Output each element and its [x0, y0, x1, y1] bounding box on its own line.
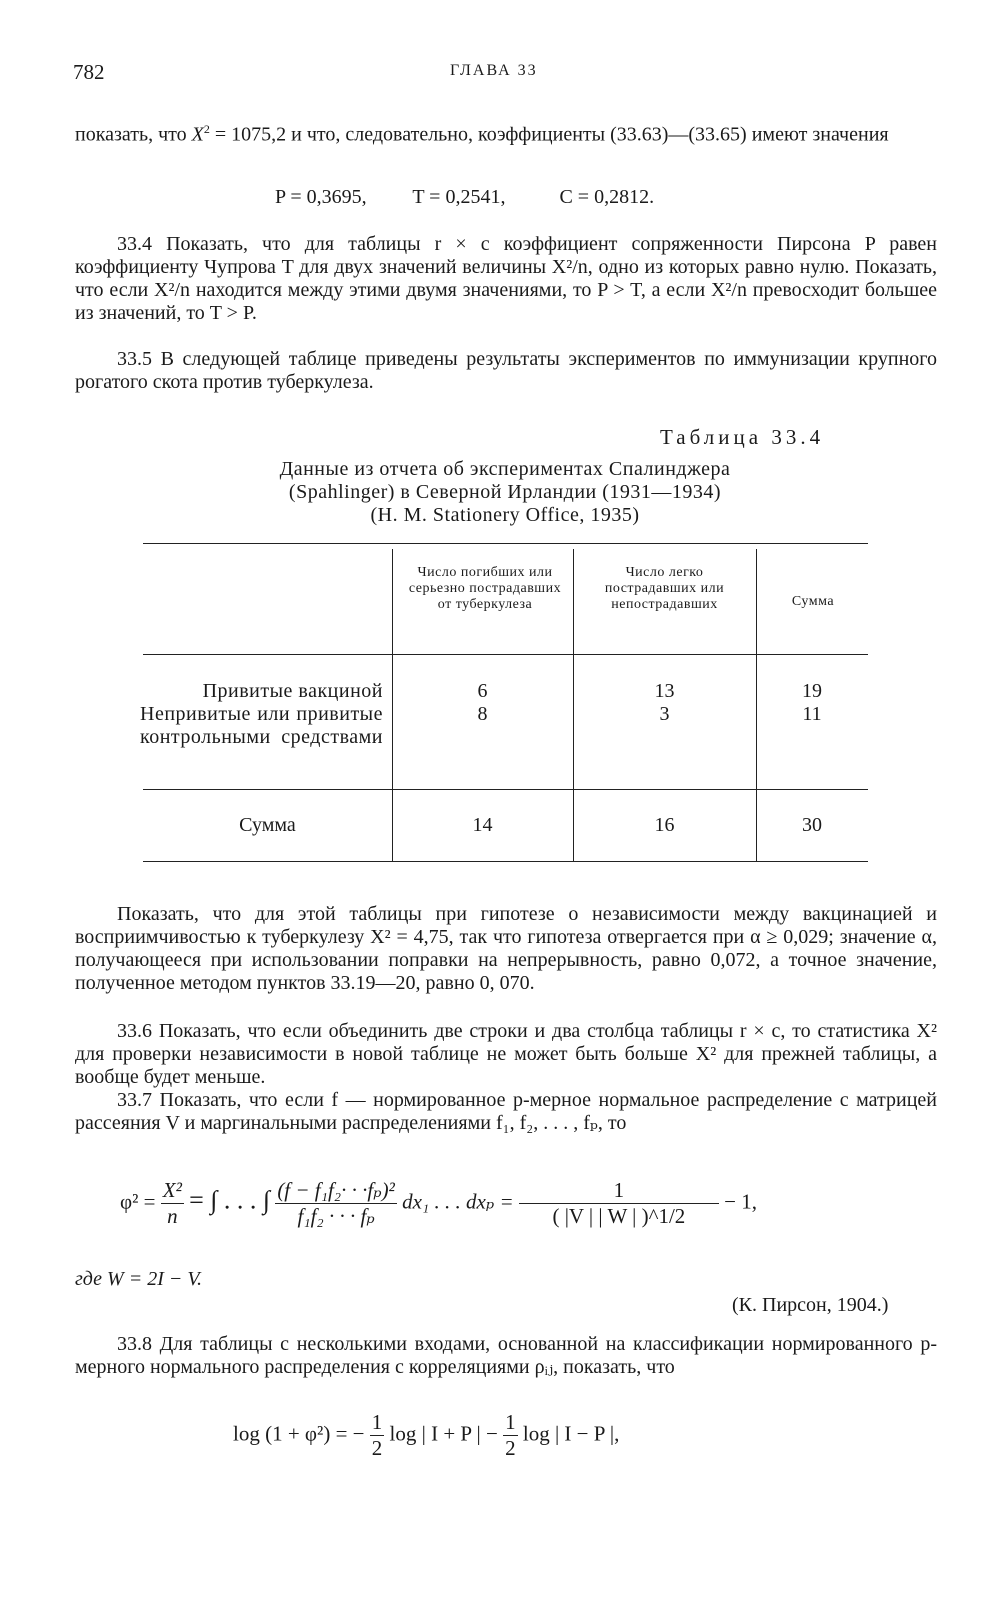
- table-total-label: Сумма: [239, 814, 296, 836]
- table-cell: 14: [472, 814, 493, 836]
- table-caption: Таблица 33.4: [660, 425, 825, 449]
- exercise-33-4: 33.4 Показать, что для таблицы r × c коэффициент сопряженности Пирсона P равен коэффициенту Чупрова T для двух значений величины X²/n, одно из которых равно нулю. Показать, что если X²/n находится между этими двумя значениями, то P > T, а если X²/n превосходит большее из значений, то T > P.: [75, 233, 937, 324]
- table-header-rule: [143, 654, 868, 655]
- eq-p: P = 0,3695,: [275, 186, 367, 208]
- table-cell: 8: [477, 703, 488, 725]
- table-col-header: Число легко пострадавших или непострадавших: [604, 565, 725, 612]
- eq-c: C = 0,2812.: [559, 186, 655, 208]
- formula-where: где W = 2I − V.: [75, 1268, 202, 1290]
- table-col-header: Сумма: [791, 594, 835, 609]
- exercise-33-5: 33.5 В следующей таблице приведены результаты экспериментов по иммунизации крупного рогатого скота против туберкулеза.: [75, 348, 937, 393]
- paragraph-after-table: Показать, что для этой таблицы при гипотезе о независимости между вакцинацией и восприимчивостью к туберкулезу X² = 4,75, так что гипотеза отвергается при α ≥ 0,029; значение α, получающееся при использовании поправки на непрерывность, равно 0,072, а точное значение, полученное методом пунктов 33.19—20, равно 0, 070.: [75, 903, 937, 994]
- table-cell: 13: [654, 680, 675, 702]
- formula-pearson: φ² = $\frac{\text{X²}}{n}$ = ∫ . . . ∫ $\frac{\text{(f − f₁f₂· · ·fₚ)²}}{\text{f₁f₂ · · · fₚ}}$ dx₁ . . . dxₚ = $\frac{1}{( |V | | W | )\^{}1/2}$ − 1,: [120, 1178, 757, 1228]
- table-bottom-rule: [143, 861, 868, 862]
- table-cell: 3: [659, 703, 670, 725]
- page-number: 782: [73, 60, 105, 84]
- exercise-33-8: 33.8 Для таблицы с несколькими входами, основанной на классификации нормированного p-мерного нормального распределения с корреляциями ρᵢⱼ, показать, что: [75, 1333, 937, 1378]
- table-cell: 30: [802, 814, 822, 836]
- citation: (К. Пирсон, 1904.): [732, 1294, 889, 1316]
- table-cell: 16: [654, 814, 675, 836]
- table-title: Данные из отчета об экспериментах Спалинджера (Spahlinger) в Северной Ирландии (1931—1934) (H. M. Stationery Office, 1935): [279, 458, 731, 526]
- exercise-33-7: 33.7 Показать, что если f — нормированное p-мерное нормальное распределение с матрицей рассеяния V и маргинальными распределениями f₁, f₂, . . . , fₚ, то: [75, 1089, 937, 1134]
- formula-log: log (1 + φ²) = − $\frac{1}{2}$ log | I + P | − $\frac{1}{2}$ log | I − P |,: [233, 1410, 620, 1460]
- table-cell: 11: [802, 703, 822, 725]
- table-total-rule: [143, 789, 868, 790]
- paragraph-intro: показать, что $X^2 = 1075,2$ и что, следовательно, коэффициенты (33.63)—(33.65) имеют значения: [75, 122, 889, 146]
- table-col-header: Число погибших или серьезно пострадавших от туберкулеза: [408, 565, 562, 612]
- table-row-label: Непривитые или привитые контрольными средствами: [140, 703, 383, 748]
- table-top-rule: [143, 543, 868, 544]
- equation-values: [275, 186, 654, 209]
- table-row-label: Привитые вакциной: [202, 680, 383, 702]
- exercise-33-6: 33.6 Показать, что если объединить две строки и два столбца таблицы r × c, то статистика X² для проверки независимости в новой таблице не может быть больше X² для прежней таблицы, а вообще будет меньше.: [75, 1020, 937, 1088]
- running-head: ГЛАВА 33: [450, 62, 538, 79]
- table-cell: 6: [477, 680, 488, 702]
- eq-t: T = 0,2541,: [412, 186, 506, 208]
- table-cell: 19: [802, 680, 822, 702]
